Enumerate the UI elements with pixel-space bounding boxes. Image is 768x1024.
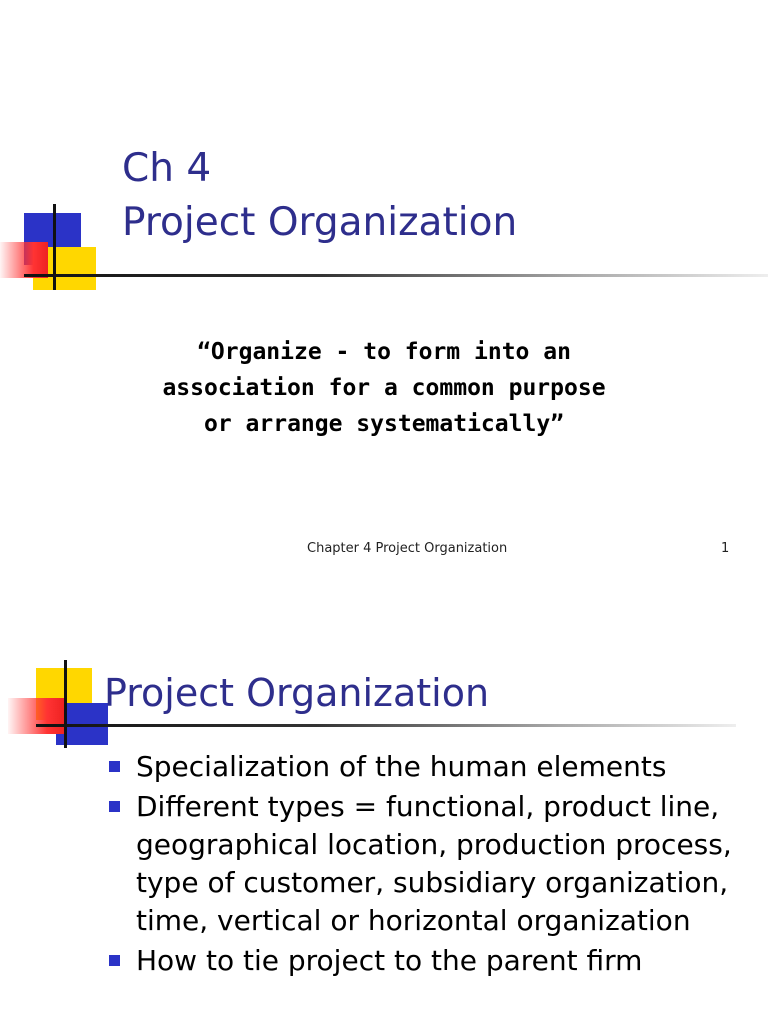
slide-2: [0, 600, 768, 1024]
bullet-list: [106, 748, 746, 982]
quote-line-3: or arrange systematically”: [203, 411, 565, 437]
title-line-1: Ch 4: [122, 146, 212, 191]
title-divider: [36, 724, 736, 727]
square-bullet-icon: [109, 801, 120, 812]
square-bullet-icon: [109, 761, 120, 772]
slide-title: [122, 142, 517, 250]
title-line-2: Project Organization: [122, 200, 518, 245]
bullet-text: How to tie project to the parent firm: [136, 944, 643, 977]
bullet-text: Different types = functional, product line, geographical location, production process, type of customer, subsidiary organization, time, vertical or horizontal organization: [136, 790, 732, 937]
title-divider: [24, 274, 768, 277]
quote-line-2: association for a common purpose: [162, 375, 606, 401]
bullet-text: Specialization of the human elements: [136, 750, 667, 783]
list-item: [106, 748, 746, 786]
list-item: [106, 788, 746, 940]
list-item: [106, 942, 746, 980]
page-number: 1: [721, 541, 730, 556]
square-bullet-icon: [109, 955, 120, 966]
slide-title: Project Organization: [104, 671, 490, 715]
slide-footer: Chapter 4 Project Organization: [307, 541, 508, 556]
definition-quote: [110, 334, 658, 442]
quote-line-1: “Organize - to form into an: [197, 339, 571, 365]
